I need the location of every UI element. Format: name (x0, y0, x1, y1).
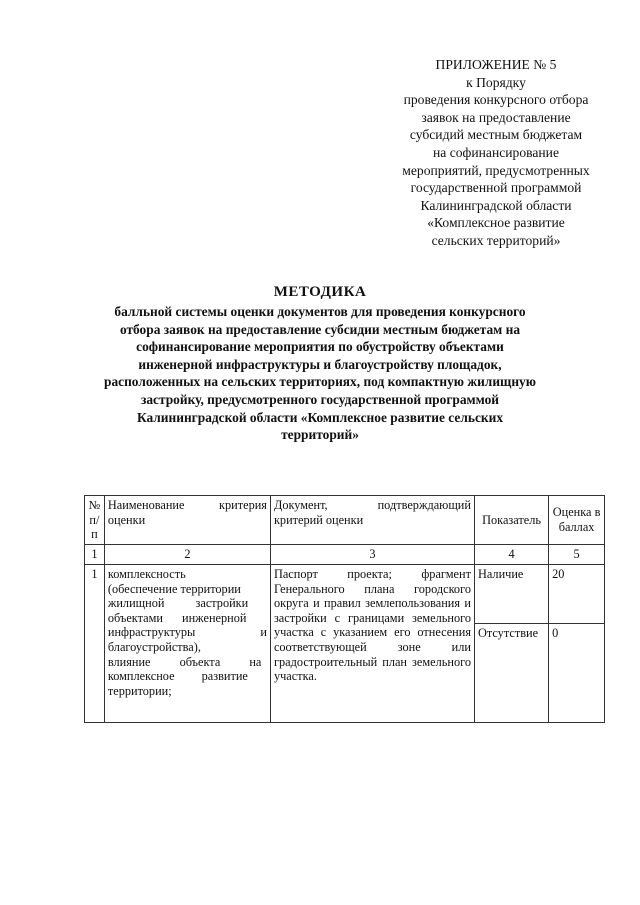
criterion-line: влияние объекта на (107, 654, 262, 669)
header-indicator: Показатель (474, 496, 548, 545)
score-present: 20 (549, 565, 605, 624)
criterion-line: благоустройства), (107, 639, 201, 654)
appendix-header (380, 56, 612, 250)
appendix-line: мероприятий, предусмотренных (402, 162, 590, 178)
header-score: Оценка в баллах (549, 496, 605, 545)
appendix-line: к Порядку (466, 74, 526, 90)
column-number: 4 (474, 545, 548, 565)
appendix-line: на софинансирование (433, 144, 559, 160)
appendix-line: заявок на предоставление (421, 109, 571, 125)
criterion-line: (обеспечение территории (107, 581, 241, 596)
subtitle-line: отбора заявок на предоставление субсидии местным бюджетам на (119, 321, 521, 337)
criterion-line: территории; (107, 683, 172, 698)
criterion-cell (104, 565, 270, 723)
criterion-line: инфраструктуры и (107, 625, 267, 640)
appendix-line: Калининградской области (420, 197, 572, 213)
criterion-line: комплексное развитие (107, 669, 248, 684)
table-header-row (85, 496, 605, 545)
column-number: 2 (104, 545, 270, 565)
row-number: 1 (85, 565, 105, 723)
appendix-line: сельских территорий» (431, 232, 561, 248)
criterion-line: объектами инженерной (107, 610, 247, 625)
criterion-line: жилищной застройки (107, 596, 249, 611)
column-number: 5 (549, 545, 605, 565)
subtitle-line: расположенных на сельских территориях, под компактную жилищную (104, 374, 536, 390)
appendix-line: субсидий местным бюджетам (409, 127, 583, 143)
subtitle-line: инженерной инфраструктуры и благоустройству площадок, (138, 356, 502, 372)
subtitle-line: застройку, предусмотренного государственной программой (140, 391, 500, 407)
subtitle-line: балльной системы оценки документов для проведения конкурсного (114, 304, 526, 319)
criteria-table (84, 495, 605, 723)
appendix-line: ПРИЛОЖЕНИЕ № 5 (435, 57, 557, 72)
appendix-line: «Комплексное развитие (427, 215, 565, 231)
document-title: МЕТОДИКА (273, 284, 367, 300)
table-row (85, 565, 605, 624)
column-number-row (85, 545, 605, 565)
document-cell: Паспорт проекта; фрагмент Генерального плана городского округа и правил землепользования и застройки с границами земельного участка с указанием его отнесения соответствующей зоне или градостроительный план земельного участка. (270, 565, 474, 723)
criterion-line: комплексность (107, 567, 186, 581)
document-subtitle (60, 303, 580, 444)
header-num: № п/п (85, 496, 105, 545)
indicator-absent: Отсутствие (474, 624, 548, 723)
subtitle-line: софинансирование мероприятия по обустройству объектами (136, 339, 504, 355)
subtitle-line: Калининградской области «Комплексное развитие сельских (136, 409, 504, 425)
column-number: 1 (85, 545, 105, 565)
header-document: Документ, подтверждающий критерий оценки (270, 496, 474, 545)
appendix-line: государственной программой (410, 180, 582, 196)
indicator-present: Наличие (474, 565, 548, 624)
appendix-line: проведения конкурсного отбора (403, 92, 589, 108)
header-criterion: Наименование критерия оценки (104, 496, 270, 545)
column-number: 3 (270, 545, 474, 565)
score-absent: 0 (549, 624, 605, 723)
subtitle-line: территорий» (281, 427, 359, 443)
